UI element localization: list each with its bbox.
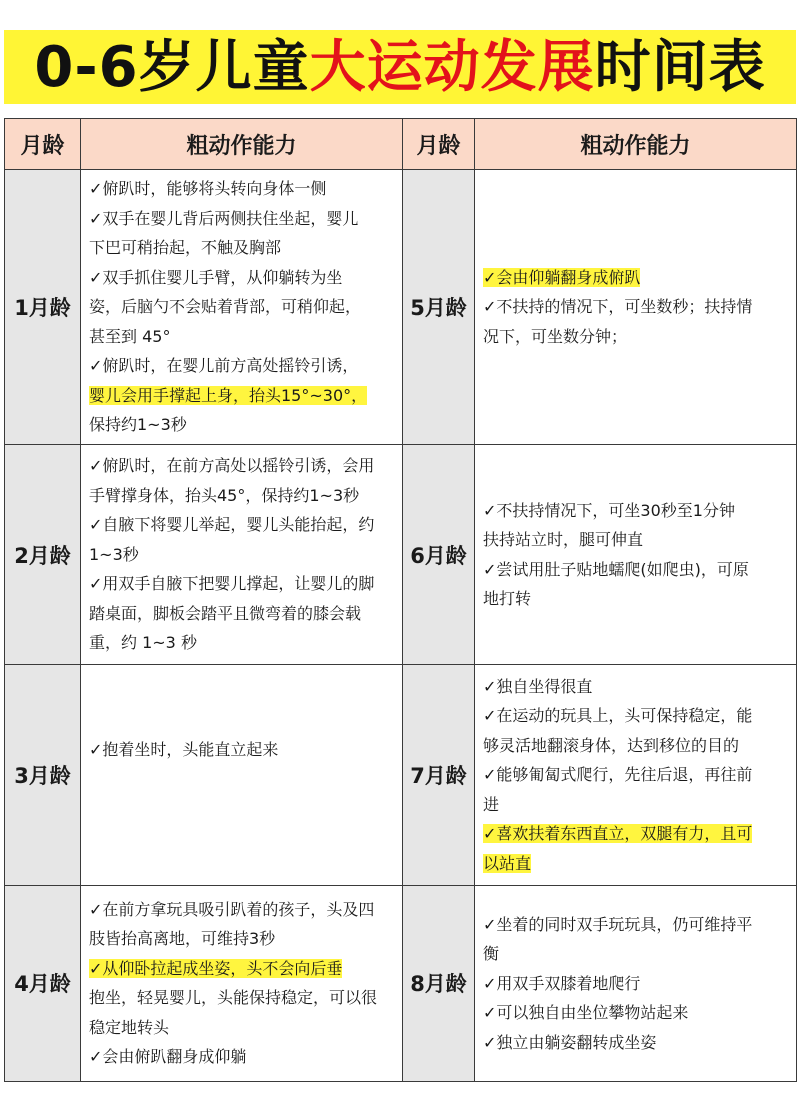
table-row xyxy=(5,444,797,664)
ability-line: 下巴可稍抬起，不触及胸部 xyxy=(89,238,282,258)
title-part-1: 0-6岁儿童 xyxy=(34,35,310,100)
ability-cell xyxy=(475,885,797,1081)
age-cell: 2月龄 xyxy=(5,444,81,664)
ability-line: 地打转 xyxy=(483,589,532,609)
ability-line: ✓在前方拿玩具吸引趴着的孩子，头及四 xyxy=(89,899,375,919)
ability-line: 况下，可坐数分钟； xyxy=(483,326,628,346)
highlighted-text: ✓从仰卧拉起成坐姿，头不会向后垂 xyxy=(89,958,343,978)
table-row xyxy=(5,665,797,885)
ability-line: ✓独自坐得很直 xyxy=(483,676,593,696)
ability-line: ✓不扶持情况下，可坐30秒至1分钟 xyxy=(483,500,735,520)
age-cell: 3月龄 xyxy=(5,665,81,885)
ability-line: 稳定地转头 xyxy=(89,1017,170,1037)
ability-line: ✓会由俯趴翻身成仰躺 xyxy=(89,1047,247,1067)
header-ability-right: 粗动作能力 xyxy=(475,119,797,170)
ability-line: ✓能够匍匐式爬行，先往后退，再往前 xyxy=(483,765,753,785)
ability-line: ✓俯趴时，在婴儿前方高处摇铃引诱， xyxy=(89,356,359,376)
ability-line: ✓在运动的玩具上，头可保持稳定，能 xyxy=(483,706,753,726)
ability-line: 扶持站立时，腿可伸直 xyxy=(483,530,644,550)
ability-line: 够灵活地翻滚身体，达到移位的目的 xyxy=(483,735,740,755)
ability-line: ✓用双手自腋下把婴儿撑起，让婴儿的脚 xyxy=(89,574,375,594)
ability-line: 姿，后脑勺不会贴着背部，可稍仰起， xyxy=(89,297,362,317)
highlighted-text: 以站直 xyxy=(483,853,532,873)
age-cell: 8月龄 xyxy=(403,885,475,1081)
ability-line: 踏桌面，脚板会踏平且微弯着的膝会载 xyxy=(89,603,362,623)
title-part-3: 时间表 xyxy=(594,35,766,100)
ability-line: 手臂撑身体，抬头45°，保持约1~3秒 xyxy=(89,485,360,505)
age-cell: 4月龄 xyxy=(5,885,81,1081)
age-cell: 6月龄 xyxy=(403,444,475,664)
ability-line: ✓俯趴时，能够将头转向身体一侧 xyxy=(89,179,327,199)
ability-cell xyxy=(81,665,403,885)
header-age-left: 月龄 xyxy=(5,119,81,170)
ability-line xyxy=(89,381,392,411)
ability-line: ✓独立由躺姿翻转成坐姿 xyxy=(483,1032,657,1052)
ability-cell xyxy=(475,444,797,664)
ability-line: ✓自腋下将婴儿举起，婴儿头能抬起，约 xyxy=(89,515,375,535)
ability-line: ✓可以独自由坐位攀物站起来 xyxy=(483,1003,689,1023)
ability-line: ✓俯趴时，在前方高处以摇铃引诱，会用 xyxy=(89,456,375,476)
ability-line: 1~3秒 xyxy=(89,544,139,564)
ability-line: 甚至到 45° xyxy=(89,326,171,346)
ability-line: 保持约1~3秒 xyxy=(89,415,187,435)
highlighted-text: 婴儿会用手撑起上身，抬头15°~30°， xyxy=(89,385,368,405)
ability-line: ✓双手抓住婴儿手臂，从仰躺转为坐 xyxy=(89,267,343,287)
ability-cell xyxy=(475,665,797,885)
ability-cell xyxy=(81,444,403,664)
highlighted-text: ✓喜欢扶着东西直立，双腿有力，且可 xyxy=(483,824,753,844)
ability-line xyxy=(89,954,392,984)
highlighted-text: ✓会由仰躺翻身成俯趴 xyxy=(483,267,641,287)
table-row xyxy=(5,170,797,445)
header-ability-left: 粗动作能力 xyxy=(81,119,403,170)
age-cell: 1月龄 xyxy=(5,170,81,445)
ability-line: 抱坐，轻晃婴儿，头能保持稳定，可以很 xyxy=(89,988,378,1008)
ability-cell xyxy=(81,170,403,445)
ability-cell xyxy=(475,170,797,445)
age-cell: 7月龄 xyxy=(403,665,475,885)
ability-line: 进 xyxy=(483,794,500,814)
page-title xyxy=(0,32,800,104)
table-header-row xyxy=(5,119,797,170)
ability-line: ✓尝试用肚子贴地蠕爬(如爬虫)，可原 xyxy=(483,559,749,579)
table-row xyxy=(5,885,797,1081)
header-age-right: 月龄 xyxy=(403,119,475,170)
ability-line: 重，约 1~3 秒 xyxy=(89,633,197,653)
ability-line xyxy=(483,849,786,879)
title-part-2: 大运动发展 xyxy=(309,35,595,100)
ability-line: ✓不扶持的情况下，可坐数秒；扶持情 xyxy=(483,297,753,317)
ability-line: 衡 xyxy=(483,944,500,964)
ability-line: 肢皆抬高离地，可维持3秒 xyxy=(89,929,276,949)
age-cell: 5月龄 xyxy=(403,170,475,445)
ability-cell xyxy=(81,885,403,1081)
ability-line xyxy=(483,263,786,293)
ability-line: ✓坐着的同时双手玩玩具，仍可维持平 xyxy=(483,914,753,934)
ability-line: ✓抱着坐时，头能直立起来 xyxy=(89,740,279,760)
ability-line xyxy=(483,819,786,849)
milestone-table xyxy=(4,118,797,1082)
ability-line: ✓用双手双膝着地爬行 xyxy=(483,973,641,993)
ability-line: ✓双手在婴儿背后两侧扶住坐起，婴儿 xyxy=(89,208,359,228)
